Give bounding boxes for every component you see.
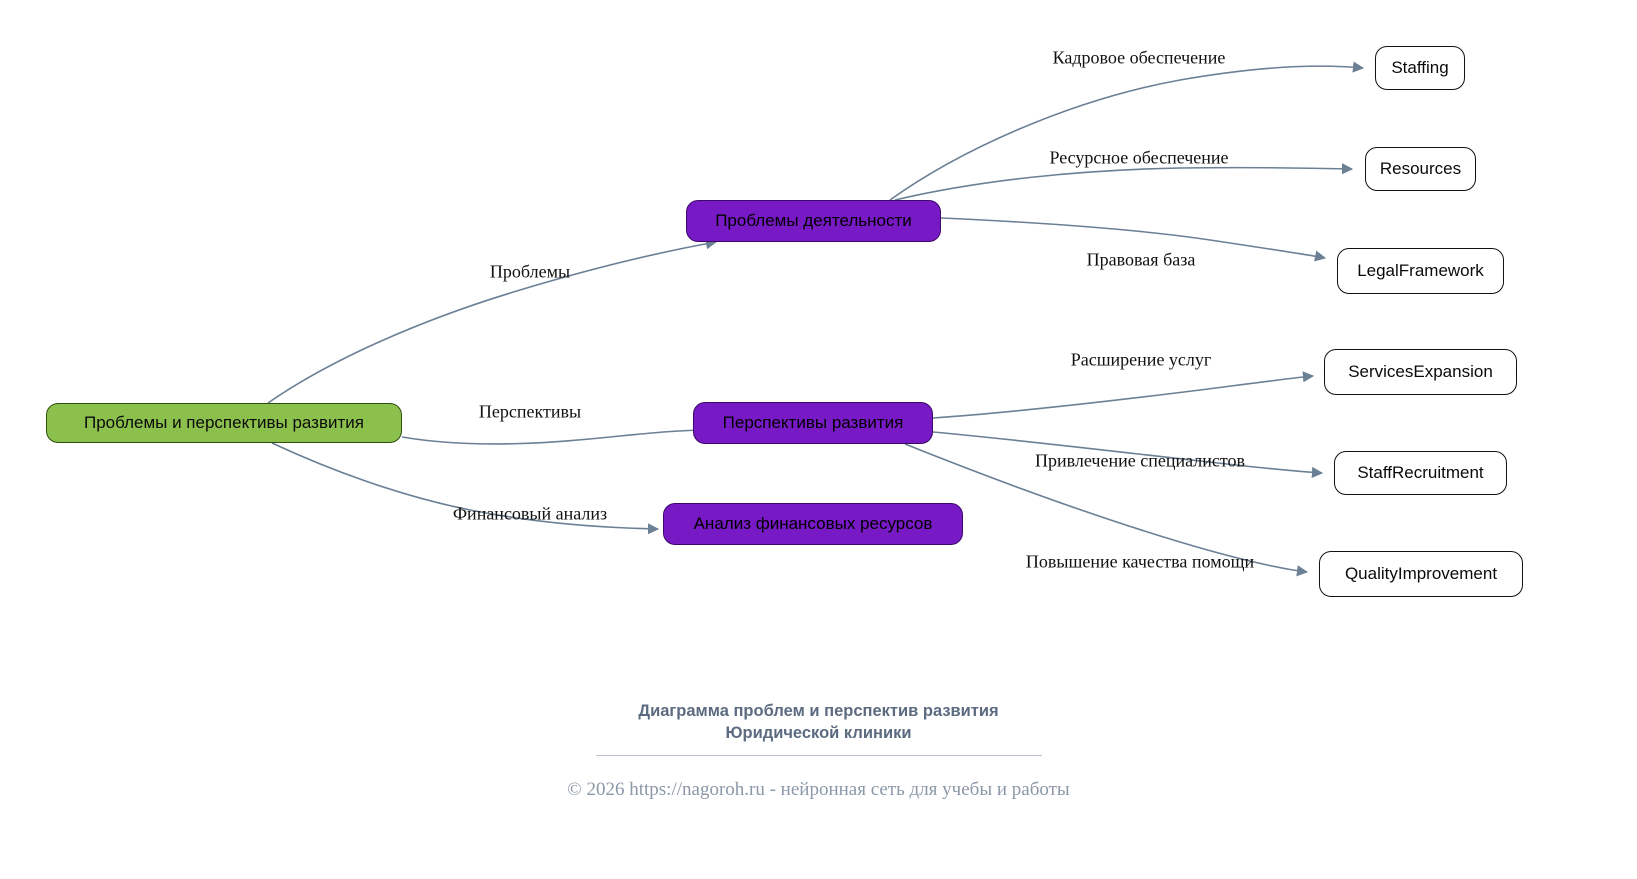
- edge-root-to-prospects: [402, 430, 710, 444]
- footer-title-line-1: Диаграмма проблем и перспектив развития: [638, 702, 999, 720]
- edge-label-problems-to-legal: Правовая база: [1086, 249, 1196, 270]
- edge-label-prospects-to-quality: Повышение качества помощи: [1025, 551, 1255, 572]
- node-quality[interactable]: [1319, 551, 1523, 597]
- node-label: LegalFramework: [1357, 260, 1484, 280]
- node-label: Проблемы деятельности: [715, 210, 912, 230]
- node-label: StaffRecruitment: [1357, 462, 1484, 482]
- footer-title-line-2: Юридической клиники: [725, 724, 912, 743]
- node-problems[interactable]: [686, 200, 941, 242]
- node-label: ServicesExpansion: [1348, 361, 1493, 381]
- node-label: Staffing: [1391, 57, 1449, 77]
- node-resources[interactable]: [1365, 147, 1476, 191]
- edge-label-prospects-to-services: Расширение услуг: [1070, 349, 1212, 370]
- node-finance[interactable]: [663, 503, 963, 545]
- edge-problems-to-resources: [895, 168, 1352, 200]
- edge-label-root-to-finance: Финансовый анализ: [452, 503, 608, 524]
- node-label: Resources: [1379, 158, 1462, 178]
- node-label: Проблемы и перспективы развития: [83, 412, 364, 432]
- edge-label-prospects-to-staffrec: Привлечение специалистов: [1035, 450, 1245, 471]
- edge-problems-to-staffing: [890, 66, 1363, 200]
- footer-copyright: © 2026 https://nagoroh.ru - нейронная сеть для учебы и работы: [567, 778, 1070, 800]
- node-staffrec[interactable]: [1334, 451, 1507, 495]
- diagram-footer: [0, 700, 1637, 801]
- node-root[interactable]: [46, 403, 402, 443]
- footer-title: [0, 700, 1637, 745]
- edge-label-root-to-problems: Проблемы: [489, 261, 571, 282]
- edge-label-root-to-prospects: Перспективы: [478, 401, 582, 422]
- node-prospects[interactable]: [693, 402, 933, 444]
- edge-label-problems-to-resources: Ресурсное обеспечение: [1049, 147, 1229, 168]
- edge-prospects-to-services: [933, 376, 1313, 418]
- node-legal[interactable]: [1337, 248, 1504, 294]
- node-label: QualityImprovement: [1344, 563, 1498, 583]
- footer-divider: [596, 755, 1042, 756]
- node-staffing[interactable]: [1375, 46, 1465, 90]
- node-label: Анализ финансовых ресурсов: [693, 513, 933, 533]
- node-services[interactable]: [1324, 349, 1517, 395]
- node-label: Перспективы развития: [722, 412, 904, 432]
- edge-label-problems-to-staffing: Кадровое обеспечение: [1052, 47, 1226, 68]
